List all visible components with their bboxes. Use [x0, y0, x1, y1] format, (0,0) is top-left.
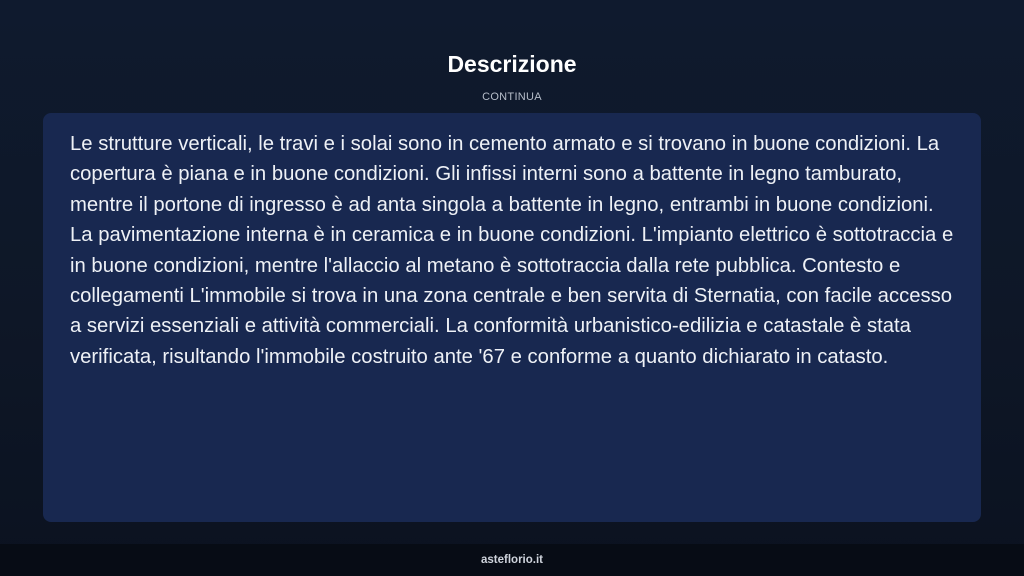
- page-title: Descrizione: [447, 51, 577, 77]
- description-text: Le strutture verticali, le travi e i solai sono in cemento armato e si trovano in buone condizioni. La copertura è piana e in buone condizioni. Gli infissi interni sono a battente in legno tamburato, mentre il portone di ingresso è ad anta singola a battente in legno, entrambi in buone condizioni. La pavimentazione interna è in ceramica e in buone condizioni. L'impianto elettrico è sottotraccia e in buone condizioni, mentre l'allaccio al metano è sottotraccia dalla rete pubblica. Contesto e collegamenti L'immobile si trova in una zona centrale e ben servita di Sternatia, con facile accesso a servizi essenziali e attività commerciali. La conformità urbanistico-edilizia e catastale è stata verificata, risultando l'immobile costruito ante '67 e conforme a quanto dichiarato in catasto.: [70, 133, 954, 368]
- description-card: [43, 113, 981, 522]
- page-subtitle: CONTINUA: [482, 91, 542, 103]
- footer-site-name: asteflorio.it: [481, 554, 543, 566]
